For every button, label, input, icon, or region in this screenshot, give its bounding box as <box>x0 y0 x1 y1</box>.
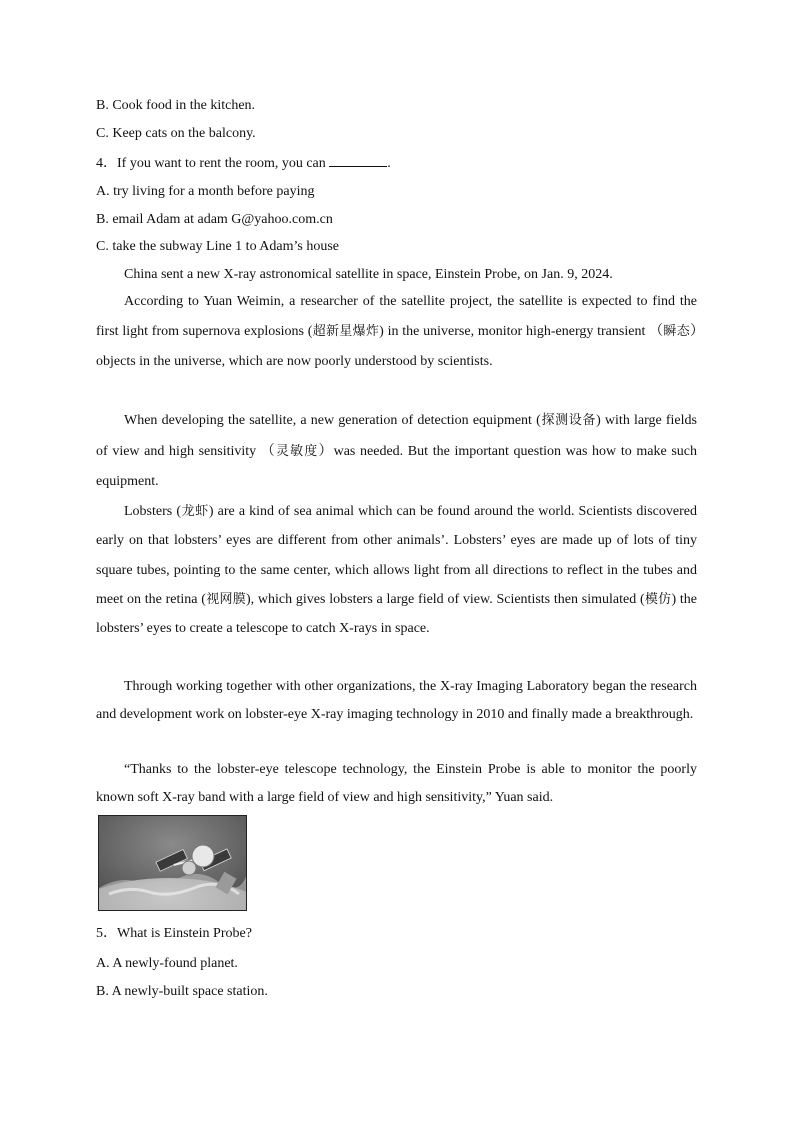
p3-chinese-gloss-2: 灵敏度 <box>275 443 319 459</box>
q5-option-b: B. A newly-built space station. <box>96 984 268 999</box>
q4-stem-end: . <box>387 156 391 171</box>
space-station-illustration <box>99 816 246 910</box>
p3-chinese-gloss-1: 探测设备 <box>540 413 597 428</box>
p4-text-a: Lobsters ( <box>124 504 181 519</box>
q4-option-a: A. try living for a month before paying <box>96 184 315 199</box>
space-station-photo <box>98 815 247 911</box>
q4-stem <box>96 154 391 173</box>
q4-option-c: C. take the subway Line 1 to Adam’s house <box>96 239 340 254</box>
p3-text-c: ）was needed. But the important question was how to make such equipment. <box>96 443 697 489</box>
q5-option-a: A. A newly-found planet. <box>96 956 238 971</box>
p2-text-b: ) in the universe, monitor high-energy transient （ <box>379 324 664 339</box>
answer-blank <box>329 154 387 167</box>
p4-text-d: ) the lobsters’ eyes to create a telescope to catch X-rays in space. <box>96 591 697 637</box>
p2-text-a: According to Yuan Weimin, a researcher of the satellite project, the satellite is expected to find the first light from supernova explosions ( <box>96 294 697 339</box>
p3-text-a: When developing the satellite, a new generation of detection equipment ( <box>124 413 541 428</box>
p2-text-c: ）objects in the universe, which are now poorly understood by scientists. <box>96 324 697 369</box>
q4-stem-text: 4．If you want to rent the room, you can <box>96 156 326 171</box>
p4-chinese-gloss-1: 龙虾 <box>181 504 209 519</box>
p2-chinese-gloss-1: 超新星爆炸 <box>312 324 380 339</box>
p4-chinese-gloss-2: 视网膜 <box>205 591 246 607</box>
p4-text-c: ), which gives lobsters a large field of view. Scientists then simulated ( <box>246 591 645 607</box>
passage-paragraph-6: “Thanks to the lobster-eye telescope technology, the Einstein Probe is able to monitor the poorly known soft X-ray band with a large field of view and high sensitivity,” Yuan said. <box>96 762 697 805</box>
q3-option-c: C. Keep cats on the balcony. <box>96 126 256 141</box>
passage-paragraph-1: China sent a new X-ray astronomical satellite in space, Einstein Probe, on Jan. 9, 2024. <box>124 267 613 282</box>
passage-paragraph-5: Through working together with other organizations, the X-ray Imaging Laboratory began the research and development work on lobster-eye X-ray imaging technology in 2010 and finally made a breakthrough. <box>96 679 697 722</box>
q3-option-b: B. Cook food in the kitchen. <box>96 98 256 113</box>
passage-paragraph-3 <box>96 406 697 498</box>
passage-paragraph-4 <box>96 497 697 643</box>
p2-chinese-gloss-2: 瞬态 <box>663 324 690 339</box>
p3-text-b: ) with large fields of view and high sensitivity （ <box>96 413 697 459</box>
p4-text-b: ) are a kind of sea animal which can be found around the world. Scientists discovered early on that lobsters’ eyes are different from other animals’. Lobsters’ eyes are made up of lots of tiny square tubes, pointing to the same center, which allows light from all directions to reflect in the tubes and meet on the retina ( <box>96 504 697 607</box>
p4-chinese-gloss-3: 模仿 <box>644 591 672 607</box>
q5-stem: 5．What is Einstein Probe? <box>96 926 252 941</box>
passage-paragraph-2 <box>96 287 697 377</box>
q4-option-b: B. email Adam at adam G@yahoo.com.cn <box>96 212 333 227</box>
